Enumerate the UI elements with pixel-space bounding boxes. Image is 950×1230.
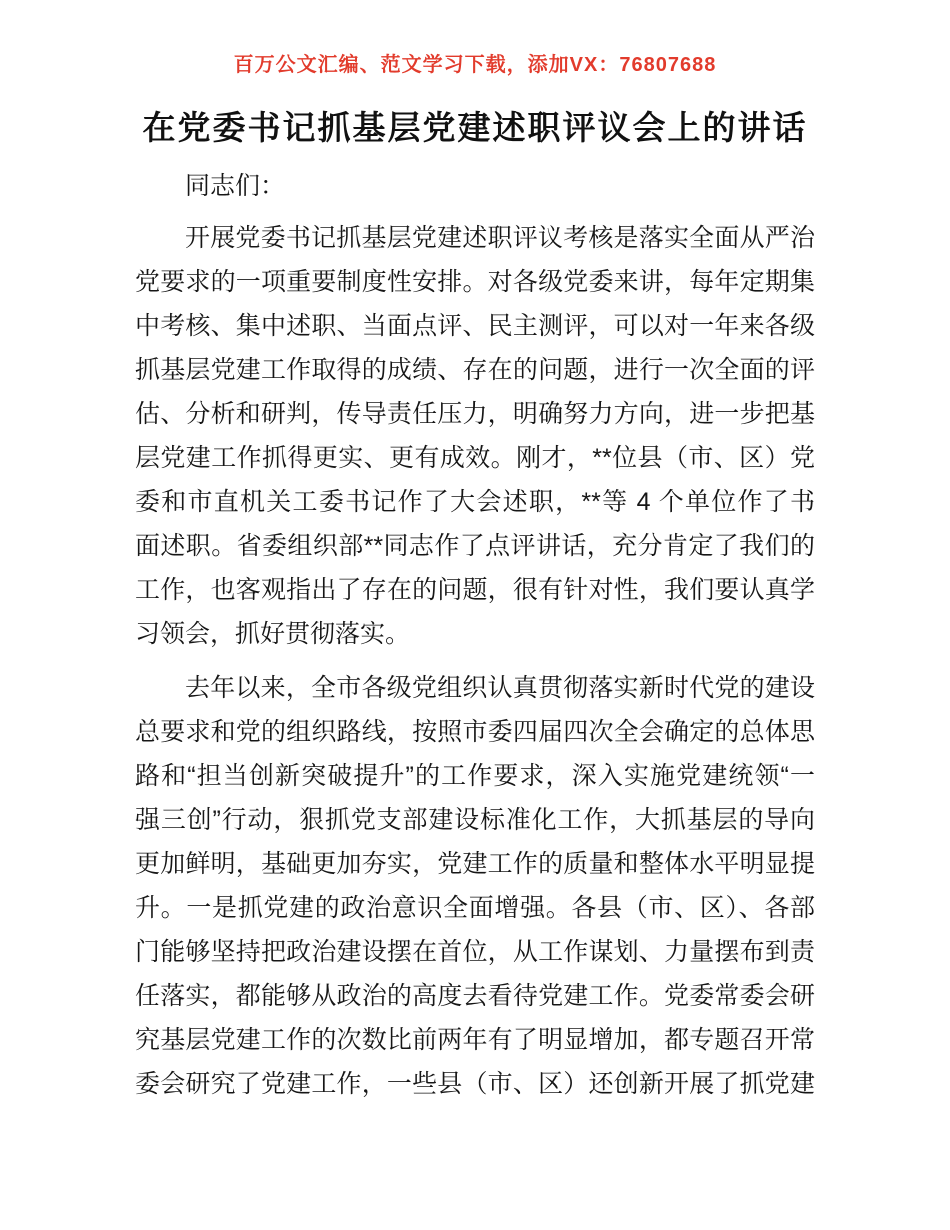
text-line: 党要求的一项重要制度性安排。对各级党委来讲，每年定期集 (135, 268, 815, 296)
text-line: 委会研究了党建工作，一些县（市、区）还创新开展了抓党建 (135, 1070, 815, 1098)
text-line: 工作，也客观指出了存在的问题，很有针对性，我们要认真学 (135, 576, 815, 604)
text-line: 面述职。省委组织部**同志作了点评讲话，充分肯定了我们的 (135, 532, 815, 560)
document-title: 在党委书记抓基层党建述职评议会上的讲话 (142, 109, 808, 146)
document-body (135, 164, 815, 1106)
paragraphs-container (135, 216, 815, 1106)
promo-banner-text: 百万公文汇编、范文学习下载，添加VX：76807688 (233, 54, 717, 76)
text-line: 去年以来，全市各级党组织认真贯彻落实新时代党的建设 (185, 674, 815, 702)
paragraph (135, 666, 815, 1106)
text-line: 估、分析和研判，传导责任压力，明确努力方向，进一步把基 (135, 400, 815, 428)
text-line: 开展党委书记抓基层党建述职评议考核是落实全面从严治 (185, 224, 815, 252)
paragraph (135, 216, 815, 656)
text-line: 升。一是抓党建的政治意识全面增强。各县（市、区）、各部 (135, 894, 815, 922)
text-line: 总要求和党的组织路线，按照市委四届四次全会确定的总体思 (135, 718, 815, 746)
text-line: 中考核、集中述职、当面点评、民主测评，可以对一年来各级 (135, 312, 815, 340)
text-line: 委和市直机关工委书记作了大会述职，**等 4 个单位作了书 (135, 488, 815, 516)
text-line: 强三创”行动，狠抓党支部建设标准化工作，大抓基层的导向 (135, 806, 815, 834)
text-line: 抓基层党建工作取得的成绩、存在的问题，进行一次全面的评 (135, 356, 815, 384)
text-line: 任落实，都能够从政治的高度去看待党建工作。党委常委会研 (135, 982, 815, 1010)
text-line: 路和“担当创新突破提升”的工作要求，深入实施党建统领“一 (135, 762, 815, 790)
text-line: 门能够坚持把政治建设摆在首位，从工作谋划、力量摆布到责 (135, 938, 815, 966)
text-line: 层党建工作抓得更实、更有成效。刚才，**位县（市、区）党 (135, 444, 815, 472)
text-line: 习领会，抓好贯彻落实。 (135, 620, 411, 648)
salutation: 同志们： (185, 172, 286, 200)
text-line: 更加鲜明，基础更加夯实，党建工作的质量和整体水平明显提 (135, 850, 815, 878)
text-line: 究基层党建工作的次数比前两年有了明显增加，都专题召开常 (135, 1026, 815, 1054)
